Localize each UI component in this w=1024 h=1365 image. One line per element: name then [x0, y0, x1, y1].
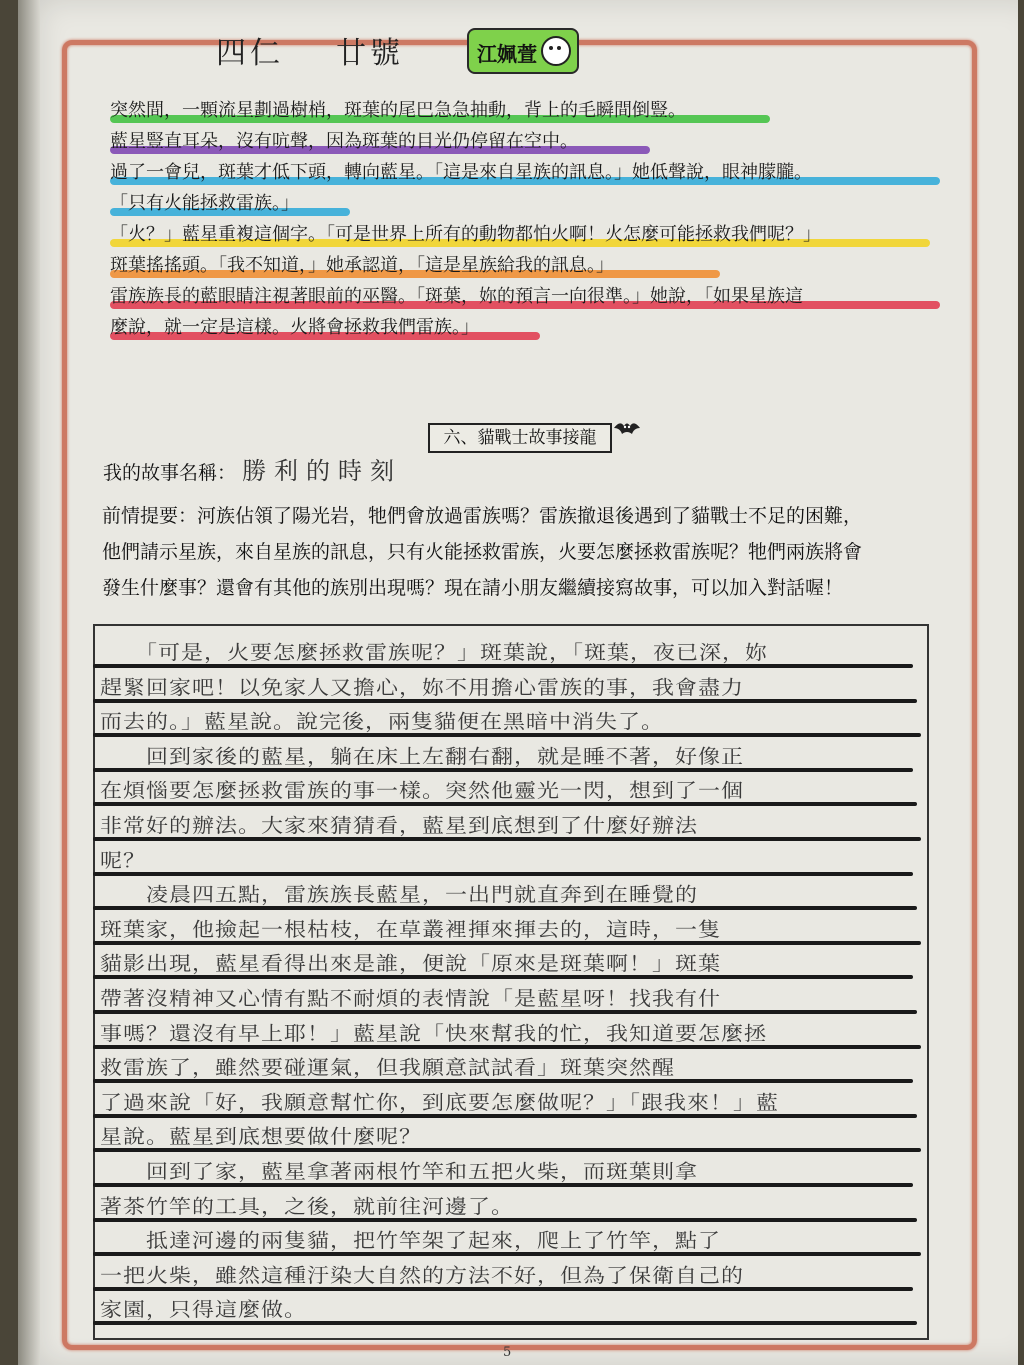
- story-name-label: 我的故事名稱：: [103, 462, 237, 484]
- student-name-badge: [467, 28, 579, 74]
- ruled-line: [93, 802, 917, 806]
- handwritten-line: 非常好的辦法。大家來猜猜看，藍星到底想到了什麼好辦法: [100, 815, 699, 838]
- excerpt-line: [110, 219, 950, 250]
- excerpt-text: 「火？」藍星重複這個字。「可是世界上所有的動物都怕火啊！火怎麼可能拯救我們呢？」: [110, 224, 821, 245]
- handwritten-line: 星說。藍星到底想要做什麼呢？: [100, 1126, 423, 1149]
- ruled-line: [93, 1010, 917, 1014]
- ruled-line: [93, 1045, 921, 1049]
- ruled-line: [93, 1148, 921, 1152]
- ruled-line: [93, 1218, 917, 1222]
- excerpt-text: 藍星豎直耳朵，沒有吭聲，因為斑葉的目光仍停留在空中。: [110, 131, 578, 152]
- story-intro: [102, 498, 952, 606]
- excerpt-line: [110, 95, 950, 126]
- ruled-line: [93, 1183, 913, 1187]
- excerpt-line: [110, 281, 950, 312]
- ruled-line: [93, 699, 917, 703]
- seat-number-text: 廿號: [336, 36, 404, 71]
- ruled-line: [93, 1287, 913, 1291]
- handwritten-line: 著茶竹竿的工具，之後，就前往河邊了。: [100, 1195, 515, 1218]
- section-title: 六、貓戰士故事接龍: [428, 423, 612, 453]
- excerpt-text: 麼說，就一定是這樣。火將會拯救我們雷族。」: [110, 317, 479, 338]
- ruled-line: [93, 975, 913, 979]
- handwritten-line: 事嗎？還沒有早上耶！」藍星說「快來幫我的忙，我知道要怎麼拯: [100, 1022, 768, 1045]
- student-name: 江姵萱: [477, 42, 537, 66]
- cartoon-face-icon: [541, 36, 571, 66]
- ruled-line: [93, 1079, 913, 1083]
- handwritten-line: 呢？: [100, 849, 147, 872]
- handwritten-line: 「可是，火要怎麼拯救雷族呢？」斑葉說，「斑葉，夜已深，妳: [100, 642, 769, 665]
- class-text: 四仁: [216, 36, 284, 71]
- intro-line: 前情提要：河族佔領了陽光岩，牠們會放過雷族嗎？雷族撤退後遇到了貓戰士不足的困難，: [102, 505, 863, 527]
- excerpt-line: [110, 188, 950, 219]
- intro-line: 他們請示星族，來自星族的訊息，只有火能拯救雷族，火要怎麼拯救雷族呢？牠們兩族將會: [102, 541, 863, 563]
- ruled-line: [93, 1114, 917, 1118]
- handwritten-line: 而去的。」藍星說。說完後，兩隻貓便在黑暗中消失了。: [100, 711, 665, 734]
- excerpt-text: 突然間，一顆流星劃過樹梢，斑葉的尾巴急急抽動，背上的毛瞬間倒豎。: [110, 100, 686, 121]
- handwritten-line: 趕緊回家吧！以免家人又擔心，妳不用擔心雷族的事，我會盡力: [100, 676, 745, 699]
- handwritten-line: 回到家後的藍星，躺在床上左翻右翻，就是睡不著，好像正: [100, 746, 745, 769]
- ruled-line: [93, 837, 921, 841]
- handwritten-line: 救雷族了，雖然要碰運氣，但我願意試試看」斑葉突然醒: [100, 1057, 676, 1080]
- book-spine: [18, 0, 40, 1365]
- story-name-row: [103, 455, 703, 487]
- excerpt-text: 斑葉搖搖頭。「我不知道，」她承認道，「這是星族給我的訊息。」: [110, 255, 614, 276]
- handwritten-line: 家園，只得這麼做。: [100, 1299, 308, 1322]
- ruled-line: [93, 768, 913, 772]
- excerpt-line: [110, 157, 950, 188]
- handwritten-line: 一把火柴，雖然這種汙染大自然的方法不好，但為了保衛自己的: [100, 1265, 745, 1288]
- ruled-line: [93, 1321, 917, 1325]
- ruled-line: [93, 664, 913, 668]
- intro-line: 發生什麼事？還會有其他的族別出現嗎？現在請小朋友繼續接寫故事，可以加入對話喔！: [102, 577, 844, 599]
- handwritten-line: 凌晨四五點，雷族族長藍星，一出門就直奔到在睡覺的: [100, 884, 699, 907]
- excerpt-line: [110, 126, 950, 157]
- handwritten-line: 在煩惱要怎麼拯救雷族的事一樣。突然他靈光一閃，想到了一個: [100, 780, 745, 803]
- excerpt-line: [110, 312, 950, 343]
- handwritten-line: 了過來說「好，我願意幫忙你，到底要怎麼做呢？」「跟我來！」藍: [100, 1092, 780, 1115]
- page-number: 5: [503, 1345, 512, 1360]
- excerpt-text: 過了一會兒，斑葉才低下頭，轉向藍星。「這是來自星族的訊息。」她低聲說，眼神朦朧。: [110, 162, 812, 183]
- handwritten-line: 貓影出現，藍星看得出來是誰，便說「原來是斑葉啊！」斑葉: [100, 953, 722, 976]
- ruled-line: [93, 1252, 921, 1256]
- bat-icon: [612, 418, 642, 442]
- ruled-line: [93, 906, 917, 910]
- handwritten-line: 帶著沒精神又心情有點不耐煩的表情說「是藍星呀！找我有什: [100, 988, 722, 1011]
- ruled-line: [93, 941, 921, 945]
- excerpt-text: 「只有火能拯救雷族。」: [110, 193, 299, 214]
- excerpt-line: [110, 250, 950, 281]
- excerpt-text: 雷族族長的藍眼睛注視著眼前的巫醫。「斑葉，妳的預言一向很準。」她說，「如果星族這: [110, 286, 803, 307]
- handwritten-line: 回到了家，藍星拿著兩根竹竿和五把火柴，而斑葉則拿: [100, 1161, 699, 1184]
- ruled-line: [93, 872, 913, 876]
- handwritten-line: 抵達河邊的兩隻貓，把竹竿架了起來，爬上了竹竿，點了: [100, 1230, 722, 1253]
- handwritten-line: 斑葉家，他撿起一根枯枝，在草叢裡揮來揮去的，這時，一隻: [100, 919, 722, 942]
- ruled-line: [93, 733, 921, 737]
- story-name-value: 勝利的時刻: [242, 457, 403, 485]
- story-excerpt: [110, 95, 950, 343]
